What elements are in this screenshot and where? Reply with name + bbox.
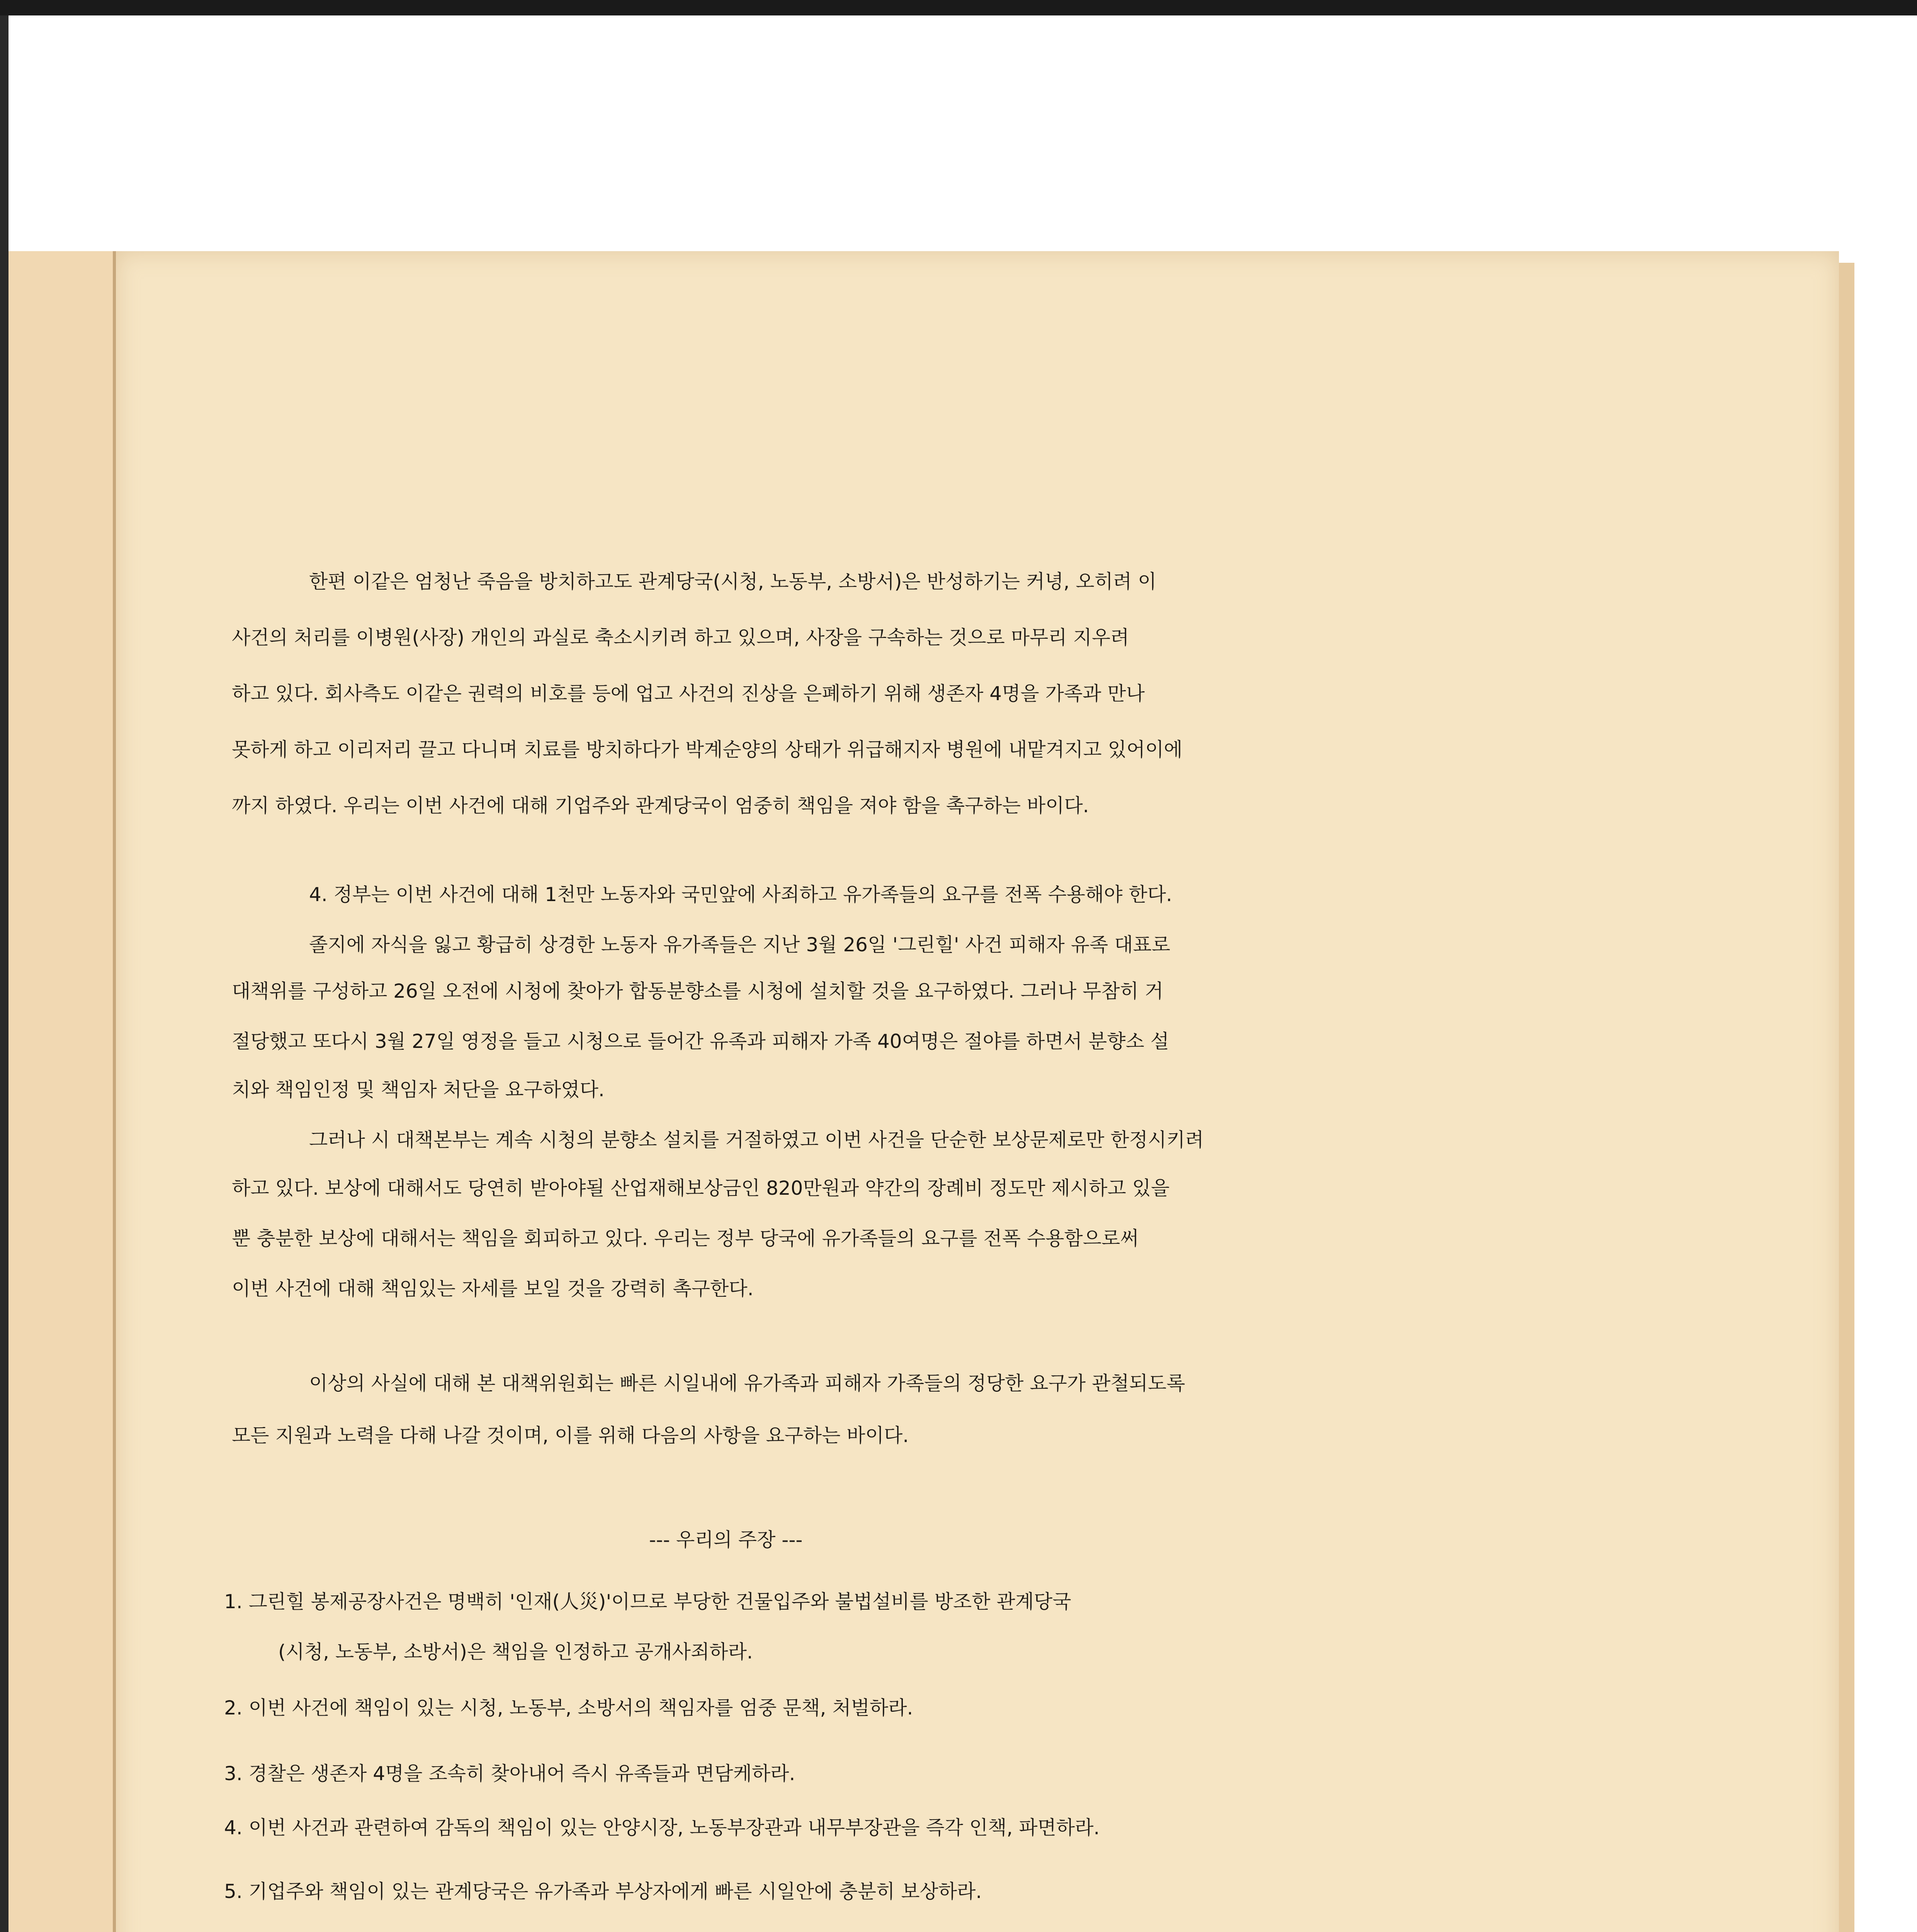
claim-item-continuation: (시청, 노동부, 소방서)은 책임을 인정하고 공개사죄하라. — [278, 1641, 753, 1663]
paragraph2-line: 절당했고 또다시 3월 27일 영정을 들고 시청으로 들어간 유족과 피해자 가족 40여명은 절야를 하면서 분향소 설 — [232, 1030, 1169, 1053]
claim-item: 5. 기업주와 책임이 있는 관계당국은 유가족과 부상자에게 빠른 시일안에 충분히 보상하라. — [224, 1880, 982, 1903]
scan-left-edge — [0, 15, 8, 1932]
claim-item: 1. 그린힐 봉제공장사건은 명백히 '인재(人災)'이므로 부당한 건물입주와 불법설비를 방조한 관계당국 — [224, 1590, 1071, 1613]
paragraph2-line: 4. 정부는 이번 사건에 대해 1천만 노동자와 국민앞에 사죄하고 유가족들의 요구를 전폭 수용해야 한다. — [309, 883, 1173, 906]
paragraph2-line: 대책위를 구성하고 26일 오전에 시청에 찾아가 합동분향소를 시청에 설치할 것을 요구하였다. 그러나 무참히 거 — [232, 980, 1164, 1002]
claim-item: 3. 경찰은 생존자 4명을 조속히 찾아내어 즉시 유족들과 면담케하라. — [224, 1762, 795, 1785]
paragraph4-line: 모든 지원과 노력을 다해 나갈 것이며, 이를 위해 다음의 사항을 요구하는 바이다. — [232, 1424, 909, 1447]
page-right-edge — [1839, 263, 1854, 1932]
paragraph1-line: 하고 있다. 회사측도 이같은 권력의 비호를 등에 업고 사건의 진상을 은폐하기 위해 생존자 4명을 가족과 만나 — [232, 682, 1145, 705]
paragraph3-line: 이번 사건에 대해 책임있는 자세를 보일 것을 강력히 촉구한다. — [232, 1277, 754, 1300]
claim-item: 2. 이번 사건에 책임이 있는 시청, 노동부, 소방서의 책임자를 엄중 문책, 처벌하라. — [224, 1697, 913, 1719]
paragraph2-line: 치와 책임인정 및 책임자 처단을 요구하였다. — [232, 1078, 605, 1101]
paragraph1-line: 까지 하였다. 우리는 이번 사건에 대해 기업주와 관계당국이 엄중히 책임을 져야 함을 촉구하는 바이다. — [232, 794, 1089, 817]
claims-heading: --- 우리의 주장 --- — [649, 1529, 803, 1551]
paragraph2-line: 졸지에 자식을 잃고 황급히 상경한 노동자 유가족들은 지난 3월 26일 '그린힐' 사건 피해자 유족 대표로 — [309, 934, 1171, 956]
scan-top-border — [0, 0, 1917, 15]
paragraph3-line: 그러나 시 대책본부는 계속 시청의 분향소 설치를 거절하였고 이번 사건을 단순한 보상문제로만 한정시키려 — [309, 1129, 1204, 1151]
paragraph1-line: 사건의 처리를 이병원(사장) 개인의 과실로 축소시키려 하고 있으며, 사장을 구속하는 것으로 마무리 지우려 — [232, 626, 1129, 649]
paragraph3-line: 하고 있다. 보상에 대해서도 당연히 받아야될 산업재해보상금인 820만원과 약간의 장례비 정도만 제시하고 있을 — [232, 1177, 1170, 1199]
claim-item: 4. 이번 사건과 관련하여 감독의 책임이 있는 안양시장, 노동부장관과 내무부장관을 즉각 인책, 파면하라. — [224, 1816, 1100, 1839]
paragraph3-line: 뿐 충분한 보상에 대해서는 책임을 회피하고 있다. 우리는 정부 당국에 유가족들의 요구를 전폭 수용함으로써 — [232, 1227, 1139, 1250]
paragraph1-line: 한편 이같은 엄청난 죽음을 방치하고도 관계당국(시청, 노동부, 소방서)은 반성하기는 커녕, 오히려 이 — [309, 570, 1157, 593]
paragraph4-line: 이상의 사실에 대해 본 대책위원회는 빠른 시일내에 유가족과 피해자 가족들의 정당한 요구가 관철되도록 — [309, 1372, 1185, 1395]
paragraph1-line: 못하게 하고 이리저리 끌고 다니며 치료를 방치하다가 박계순양의 상태가 위급해지자 병원에 내맡겨지고 있어이에 — [232, 738, 1183, 761]
binding-gutter — [8, 251, 117, 1932]
